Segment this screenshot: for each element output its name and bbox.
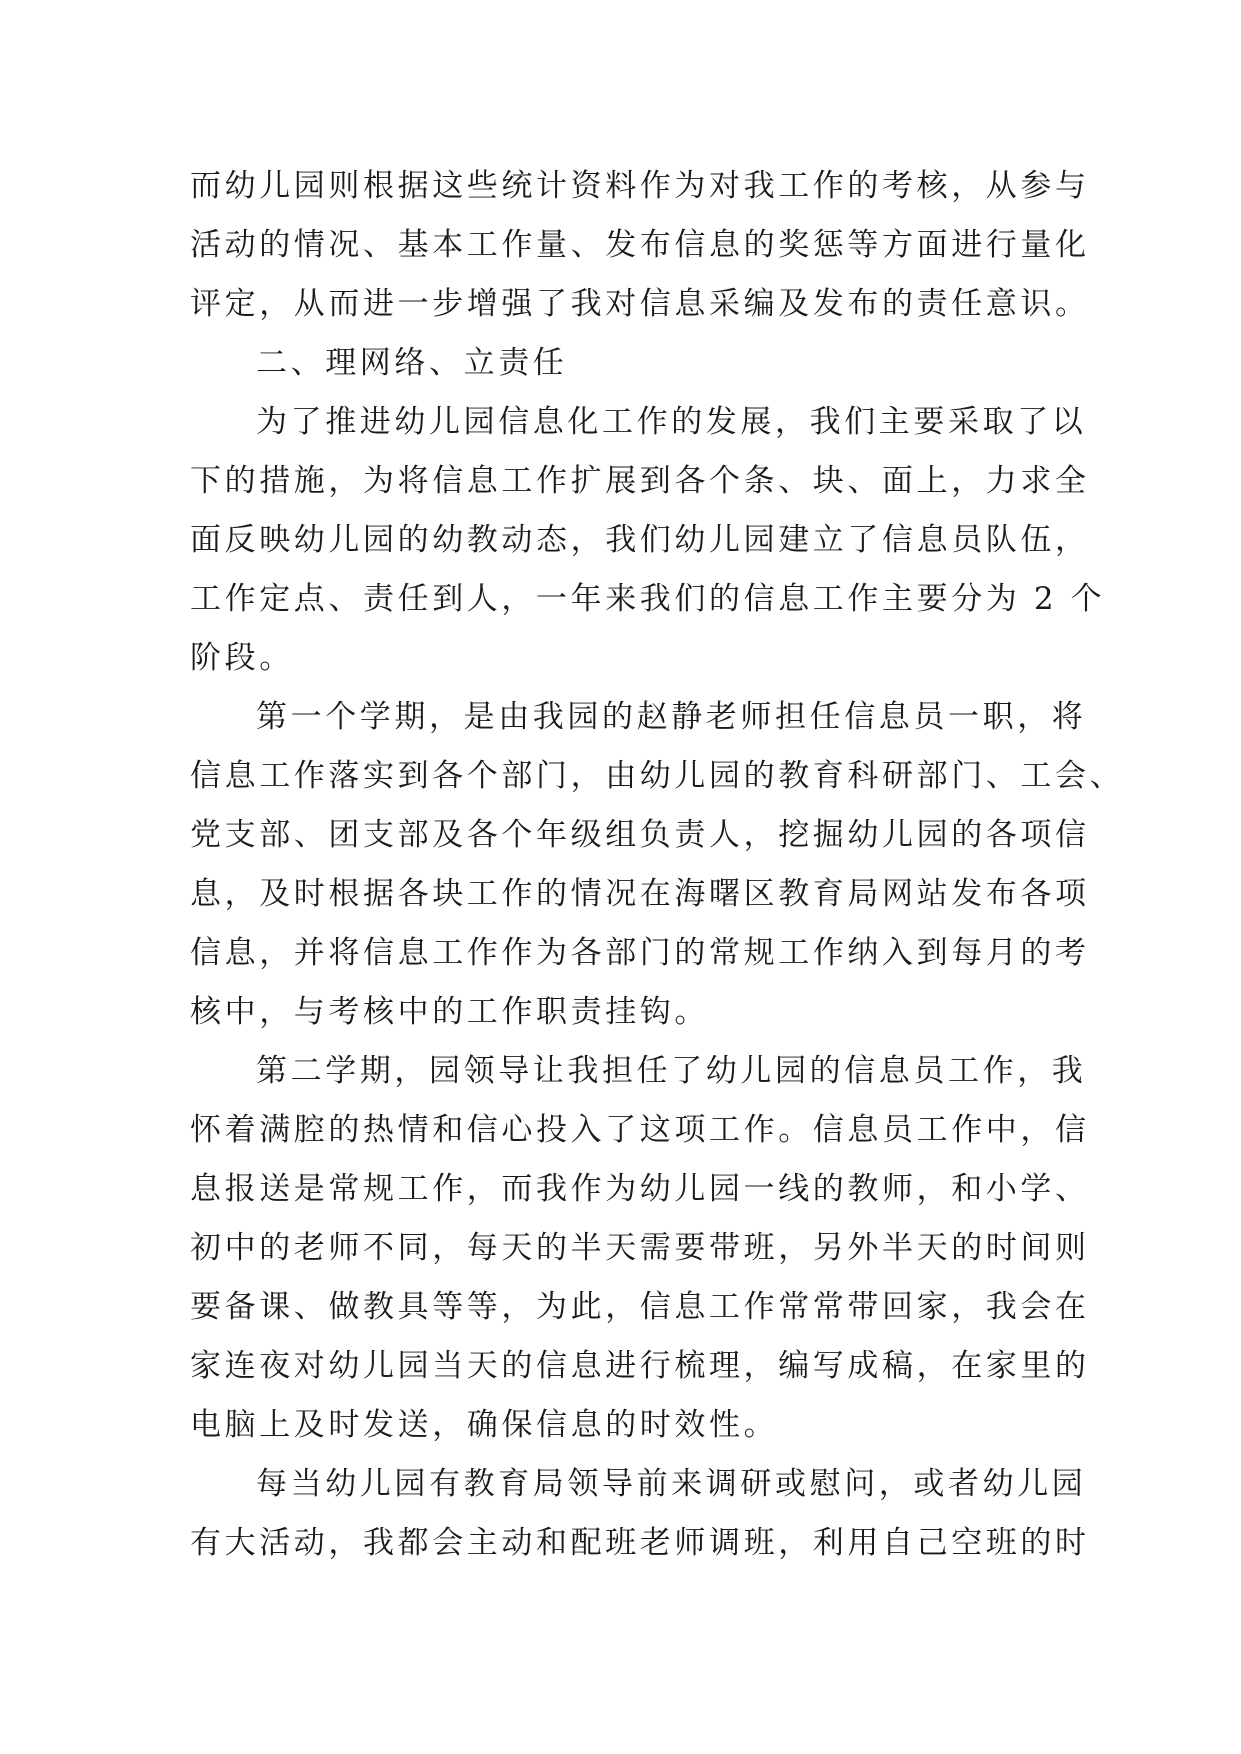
text-line: 阶段。 [190,640,294,676]
text-line: 第一个学期，是由我园的赵静老师担任信息员一职，将 [256,699,1087,735]
text-line: 工作定点、责任到人，一年来我们的信息工作主要分为 2 个 [190,581,1106,617]
text-line: 要备课、做教具等等，为此，信息工作常常带回家，我会在 [190,1289,1090,1325]
text-line: 家连夜对幼儿园当天的信息进行梳理，编写成稿，在家里的 [190,1348,1090,1384]
text-line: 下的措施，为将信息工作扩展到各个条、块、面上，力求全 [190,463,1090,499]
text-line: 初中的老师不同，每天的半天需要带班，另外半天的时间则 [190,1230,1090,1266]
document-body [190,157,1125,1573]
text-line: 核中，与考核中的工作职责挂钩。 [190,994,709,1030]
text-line: 二、理网络、立责任 [256,345,568,381]
text-line: 怀着满腔的热情和信心投入了这项工作。信息员工作中，信 [190,1112,1090,1148]
text-line: 信息工作落实到各个部门，由幼儿园的教育科研部门、工会、 [190,758,1125,794]
text-line: 息，及时根据各块工作的情况在海曙区教育局网站发布各项 [190,876,1090,912]
text-line: 为了推进幼儿园信息化工作的发展，我们主要采取了以 [256,404,1087,440]
text-line: 活动的情况、基本工作量、发布信息的奖惩等方面进行量化 [190,227,1090,263]
text-line: 评定，从而进一步增强了我对信息采编及发布的责任意识。 [190,286,1090,322]
text-line: 每当幼儿园有教育局领导前来调研或慰问，或者幼儿园 [256,1466,1087,1502]
text-line: 而幼儿园则根据这些统计资料作为对我工作的考核，从参与 [190,168,1090,204]
text-line: 面反映幼儿园的幼教动态，我们幼儿园建立了信息员队伍， [190,522,1090,558]
text-line: 有大活动，我都会主动和配班老师调班，利用自己空班的时 [190,1525,1090,1561]
text-line: 电脑上及时发送，确保信息的时效性。 [190,1407,779,1443]
text-line: 党支部、团支部及各个年级组负责人，挖掘幼儿园的各项信 [190,817,1090,853]
text-line: 第二学期，园领导让我担任了幼儿园的信息员工作，我 [256,1053,1087,1089]
text-line: 息报送是常规工作，而我作为幼儿园一线的教师，和小学、 [190,1171,1090,1207]
text-line: 信息，并将信息工作作为各部门的常规工作纳入到每月的考 [190,935,1090,971]
